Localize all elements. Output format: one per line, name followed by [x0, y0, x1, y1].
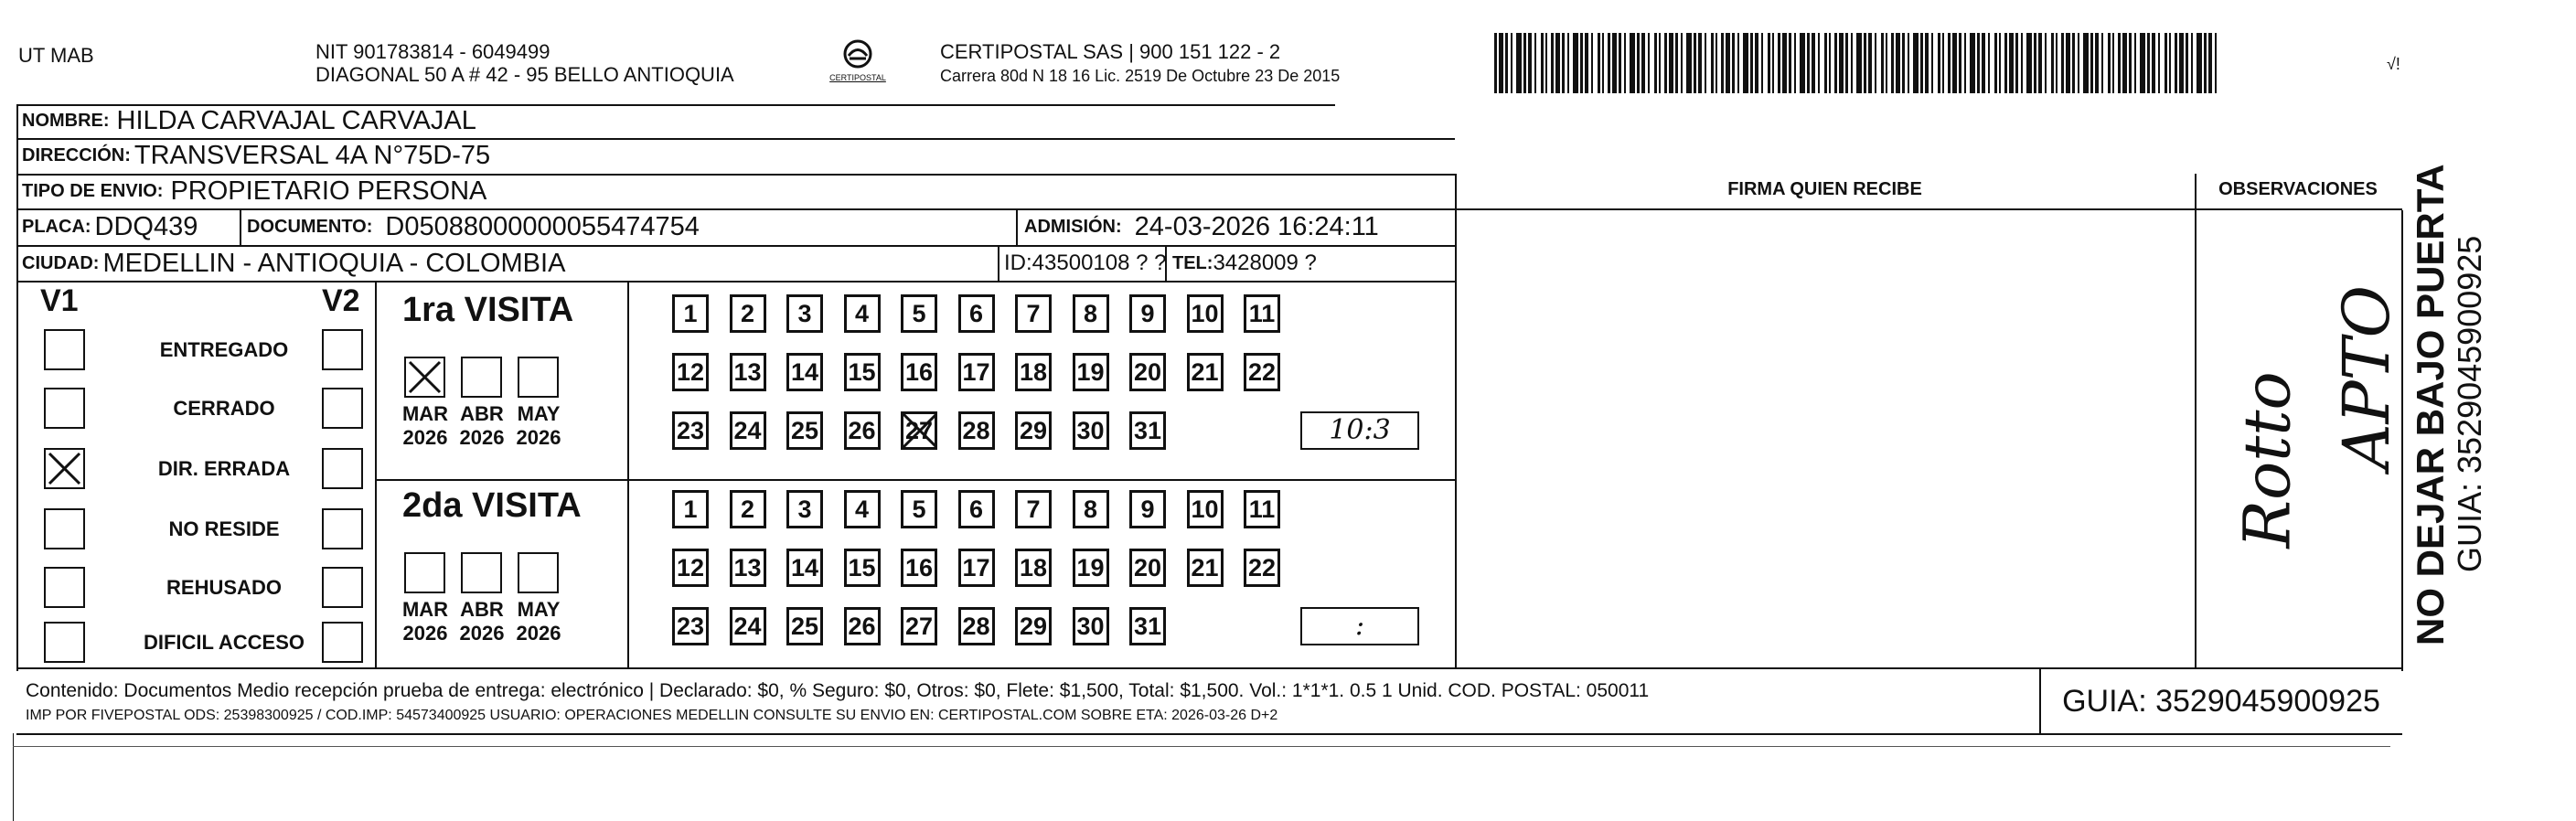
- day-box[interactable]: 28: [958, 411, 995, 450]
- visit-time-box[interactable]: :: [1300, 607, 1419, 645]
- type-label: TIPO DE ENVIO:: [22, 181, 164, 201]
- v1-checkbox[interactable]: [44, 388, 85, 429]
- v2-checkbox[interactable]: [322, 567, 363, 608]
- type-value: PROPIETARIO PERSONA: [170, 176, 487, 206]
- day-box[interactable]: 3: [786, 490, 823, 528]
- month-label: MAR 2026: [401, 402, 449, 449]
- day-box[interactable]: 17: [958, 353, 995, 391]
- day-box[interactable]: 17: [958, 549, 995, 587]
- logo-text: CERTIPOSTAL: [829, 73, 886, 82]
- month-checkbox[interactable]: [461, 552, 502, 593]
- day-box[interactable]: 19: [1073, 549, 1109, 587]
- signature-area[interactable]: [1458, 212, 2193, 666]
- day-box[interactable]: 30: [1073, 411, 1109, 450]
- month-label: ABR 2026: [459, 598, 505, 645]
- month-checkbox[interactable]: [404, 357, 445, 398]
- status-label: DIR. ERRADA: [157, 457, 291, 480]
- day-box[interactable]: 11: [1244, 490, 1280, 528]
- v1-checkbox[interactable]: [44, 622, 85, 663]
- day-box[interactable]: 7: [1015, 490, 1052, 528]
- city-value: MEDELLIN - ANTIOQUIA - COLOMBIA: [102, 248, 566, 278]
- sender-address: DIAGONAL 50 A # 42 - 95 BELLO ANTIOQUIA: [315, 63, 734, 86]
- day-box[interactable]: 11: [1244, 294, 1280, 333]
- day-box[interactable]: 22: [1244, 549, 1280, 587]
- day-box[interactable]: 24: [730, 607, 766, 645]
- day-box[interactable]: 30: [1073, 607, 1109, 645]
- status-label: REHUSADO: [166, 576, 282, 599]
- day-box[interactable]: 31: [1129, 607, 1166, 645]
- day-box[interactable]: 4: [844, 490, 881, 528]
- admission-label: ADMISIÓN:: [1024, 217, 1122, 237]
- id-value: 43500108 ? ?: [1031, 251, 1167, 275]
- v2-label: V2: [322, 283, 360, 318]
- day-box[interactable]: 12: [672, 353, 709, 391]
- day-box[interactable]: 16: [901, 353, 937, 391]
- document-cell: [247, 209, 700, 245]
- day-box[interactable]: 2: [730, 294, 766, 333]
- status-label: DIFICIL ACCESO: [143, 631, 305, 654]
- v1-checkbox[interactable]: [44, 448, 85, 489]
- day-box[interactable]: 19: [1073, 353, 1109, 391]
- day-box[interactable]: 23: [672, 411, 709, 450]
- v2-checkbox[interactable]: [322, 448, 363, 489]
- visit-1-title: 1ra VISITA: [402, 291, 574, 329]
- address-value: TRANSVERSAL 4A N°75D-75: [134, 141, 491, 170]
- day-box[interactable]: 23: [672, 607, 709, 645]
- observations-area[interactable]: [2197, 212, 2404, 666]
- day-box[interactable]: 9: [1129, 294, 1166, 333]
- day-box[interactable]: 31: [1129, 411, 1166, 450]
- admission-value: 24-03-2026 16:24:11: [1134, 212, 1379, 241]
- tel-label: TEL:: [1172, 252, 1213, 273]
- day-box[interactable]: 4: [844, 294, 881, 333]
- status-label: NO RESIDE: [168, 517, 280, 540]
- day-box[interactable]: 16: [901, 549, 937, 587]
- document-label: DOCUMENTO:: [247, 217, 373, 237]
- footer-guia: GUIA: 3529045900925: [2062, 684, 2380, 719]
- id-cell: [1004, 246, 1166, 281]
- day-box[interactable]: 18: [1015, 353, 1052, 391]
- v1-label: V1: [40, 283, 79, 318]
- day-box[interactable]: 1: [672, 490, 709, 528]
- name-value: HILDA CARVAJAL CARVAJAL: [116, 106, 476, 135]
- month-label: ABR 2026: [459, 402, 505, 449]
- admission-cell: [1024, 209, 1379, 245]
- city-cell: [22, 246, 565, 281]
- certipostal-logo: [821, 37, 894, 88]
- day-box[interactable]: 2: [730, 490, 766, 528]
- company-license: Carrera 80d N 18 16 Lic. 2519 De Octubre 23 De 2015: [940, 67, 1341, 85]
- day-box[interactable]: 25: [786, 607, 823, 645]
- company-name: CERTIPOSTAL SAS | 900 151 122 - 2: [940, 40, 1281, 63]
- day-box[interactable]: 29: [1015, 607, 1052, 645]
- plate-label: PLACA:: [22, 217, 91, 237]
- month-label: MAY 2026: [516, 402, 561, 449]
- tel-value: 3428009 ?: [1213, 251, 1317, 275]
- barcode: [1494, 33, 2222, 93]
- side-warning: NO DEJAR BAJO PUERTA: [2409, 164, 2452, 645]
- day-box[interactable]: 12: [672, 549, 709, 587]
- name-row: [22, 104, 476, 138]
- footer-imp: IMP POR FIVEPOSTAL ODS: 25398300925 / COD.IMP: 54573400925 USUARIO: OPERACIONES MEDELLIN CONSULTE SU ENVIO EN: CERTIPOSTAL.COM SOBRE ETA: 2026-03-26 D+2: [26, 708, 1278, 723]
- tel-cell: [1172, 246, 1317, 281]
- day-box[interactable]: 20: [1129, 353, 1166, 391]
- day-box[interactable]: 21: [1187, 353, 1224, 391]
- day-box[interactable]: 27: [901, 607, 937, 645]
- corner-mark: √!: [2387, 55, 2400, 73]
- type-row: [22, 175, 486, 208]
- v2-checkbox[interactable]: [322, 508, 363, 549]
- day-box[interactable]: 13: [730, 353, 766, 391]
- address-row: [22, 139, 490, 173]
- document-value: D05088000000055474754: [385, 212, 700, 241]
- side-guia: GUIA: 3529045900925: [2451, 235, 2488, 572]
- month-label: MAY 2026: [516, 598, 561, 645]
- status-label: ENTREGADO: [159, 338, 289, 361]
- v2-checkbox[interactable]: [322, 388, 363, 429]
- day-box[interactable]: 18: [1015, 549, 1052, 587]
- observations-label: OBSERVACIONES: [2218, 179, 2378, 199]
- plate-value: DDQ439: [94, 212, 198, 241]
- observation-note-1: Rotto: [2229, 371, 2305, 549]
- day-box[interactable]: 5: [901, 294, 937, 333]
- visit-2-title: 2da VISITA: [402, 486, 582, 525]
- day-box[interactable]: 1: [672, 294, 709, 333]
- day-box[interactable]: 3: [786, 294, 823, 333]
- sender-code: UT MAB: [18, 44, 94, 67]
- day-box[interactable]: 15: [844, 353, 881, 391]
- day-box[interactable]: 26: [844, 411, 881, 450]
- day-box[interactable]: 24: [730, 411, 766, 450]
- footer-content: Contenido: Documentos Medio recepción prueba de entrega: electrónico | Declarado: $0, % Seguro: $0, Otros: $0, Flete: $1,500, Total: $1,500. Vol.: 1*1*1. 0.5 1 Unid. COD. POSTAL: 050011: [26, 680, 1650, 701]
- address-label: DIRECCIÓN:: [22, 145, 131, 165]
- id-label: ID:: [1004, 251, 1032, 275]
- v1-checkbox[interactable]: [44, 329, 85, 370]
- month-checkbox[interactable]: [461, 357, 502, 398]
- status-label: CERRADO: [173, 397, 275, 420]
- day-box[interactable]: 7: [1015, 294, 1052, 333]
- plate-cell: [22, 209, 198, 245]
- day-box[interactable]: 21: [1187, 549, 1224, 587]
- barcode-icon: [1494, 33, 2222, 93]
- day-box[interactable]: 14: [786, 353, 823, 391]
- day-box[interactable]: 15: [844, 549, 881, 587]
- day-box[interactable]: 6: [958, 294, 995, 333]
- day-box[interactable]: 27: [901, 411, 937, 450]
- visit-time-box[interactable]: 10:3: [1300, 411, 1419, 450]
- signature-label: FIRMA QUIEN RECIBE: [1727, 179, 1922, 199]
- v1-checkbox[interactable]: [44, 567, 85, 608]
- day-box[interactable]: 22: [1244, 353, 1280, 391]
- day-box[interactable]: 9: [1129, 490, 1166, 528]
- day-box[interactable]: 10: [1187, 294, 1224, 333]
- day-box[interactable]: 8: [1073, 490, 1109, 528]
- day-box[interactable]: 13: [730, 549, 766, 587]
- nit: NIT 901783814 - 6049499: [315, 40, 550, 63]
- month-checkbox[interactable]: [518, 552, 559, 593]
- day-box[interactable]: 14: [786, 549, 823, 587]
- day-box[interactable]: 25: [786, 411, 823, 450]
- day-box[interactable]: 10: [1187, 490, 1224, 528]
- day-box[interactable]: 26: [844, 607, 881, 645]
- day-box[interactable]: 6: [958, 490, 995, 528]
- name-label: NOMBRE:: [22, 111, 110, 131]
- day-box[interactable]: 20: [1129, 549, 1166, 587]
- month-checkbox[interactable]: [518, 357, 559, 398]
- observation-note-2: APTO: [2328, 285, 2404, 470]
- city-label: CIUDAD:: [22, 252, 100, 273]
- day-box[interactable]: 28: [958, 607, 995, 645]
- month-checkbox[interactable]: [404, 552, 445, 593]
- day-box[interactable]: 5: [901, 490, 937, 528]
- day-box[interactable]: 29: [1015, 411, 1052, 450]
- month-label: MAR 2026: [401, 598, 449, 645]
- v1-checkbox[interactable]: [44, 508, 85, 549]
- v2-checkbox[interactable]: [322, 622, 363, 663]
- day-box[interactable]: 8: [1073, 294, 1109, 333]
- v2-checkbox[interactable]: [322, 329, 363, 370]
